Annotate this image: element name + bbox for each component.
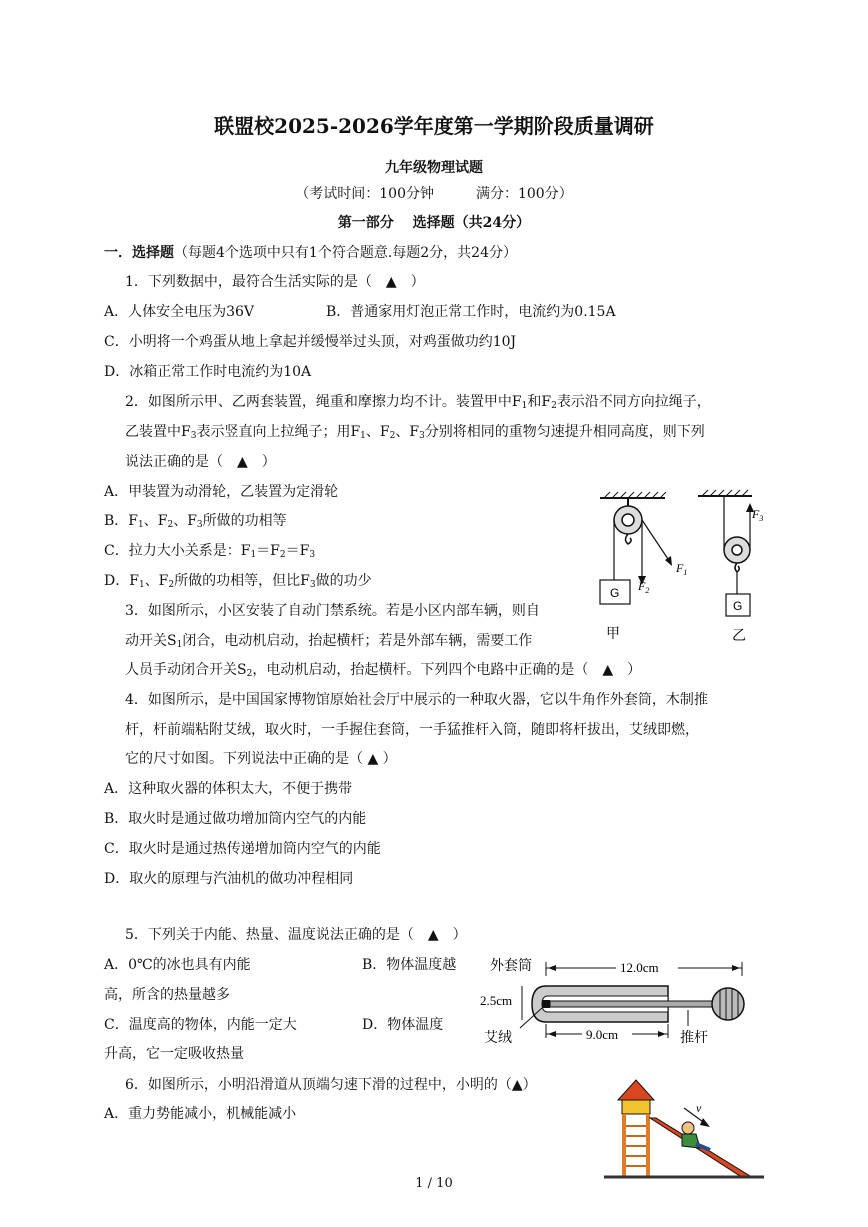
q2-l2-e: 分别将相同的重物匀速提升相同高度，则下列 [424,424,705,440]
push-rod [550,1001,720,1007]
q2-l1-a: 2．如图所示甲、乙两套装置，绳重和摩擦力均不计。装置甲中F [125,394,522,410]
q2-option-b [104,511,287,531]
q4-option-a: A．这种取火器的体积太大，不便于携带 [104,781,353,797]
label-9cm: 9.0cm [586,1027,619,1042]
q3-l2-a: 动开关S [125,633,177,649]
subject-title: 九年级物理试题 [385,160,483,176]
label-2-5cm: 2.5cm [480,993,513,1008]
q2-d-b: 、F [144,573,169,589]
q2-option-d [104,571,372,591]
q6-option-a: A．重力势能减小，机械能减小 [104,1106,297,1122]
q1-option-d: D．冰箱正常工作时电流约为10A [104,364,312,380]
slide-post-right [646,1114,650,1176]
q2-c-s3: 3 [309,550,316,560]
dim-12cm-arrow-right [732,965,740,971]
label-outer-tube: 外套筒 [490,958,532,974]
q2-l2-sub1: 1 [360,431,366,441]
jia-rope-f1 [642,520,670,562]
q1-option-c: C．小明将一个鸡蛋从地上拿起并缓慢举过头顶，对鸡蛋做功约10J [104,334,517,350]
page-title: 联盟校2025-2026学年度第一学期阶段质量调研 [214,114,654,138]
label-jia: 甲 [606,627,620,642]
q2-l2-b: 表示竖直向上拉绳子；用F [196,424,361,440]
q2-l1-sub1: 1 [521,401,528,411]
jia-arrow-f1 [665,556,672,566]
q2-l2-sub2: 2 [389,431,396,441]
exam-info: （考试时间：100分钟 满分：100分） [295,186,573,202]
q2-d-s2: 2 [168,580,175,590]
q2-b-s3: 3 [196,520,203,530]
slide-ladder [626,1126,646,1166]
q3-l2-sub: 1 [176,640,183,650]
q2-l1-sub2: 2 [551,401,557,411]
dim-9cm-arrow-right [658,1031,666,1037]
q3-l3-a: 人员手动闭合开关S [125,662,247,678]
q5-option-d-line2: 升高，它一定吸收热量 [104,1046,244,1062]
jia-weight-label: G [610,586,620,600]
q2-d-c: 所做的功相等，但比F [174,573,310,589]
label-f1: $F_1$ [676,561,688,577]
q3-l3-b: ，电动机启动，抬起横杆。下列四个电路中正确的是（ ▲ ） [252,662,642,678]
q2-b-s2: 2 [167,520,174,530]
q4-stem-line1: 4．如图所示，是中国国家博物馆原始社会厅中展示的一种取火器，它以牛角作外套筒，木制推 [125,692,708,708]
q2-d-d: 做的功少 [315,573,372,589]
dim-12cm-arrow-left [548,965,556,971]
rod-knob [712,988,744,1020]
q2-l1-b: 和F [527,394,552,410]
q2-l2-d: 、F [395,424,420,440]
q4-stem-line2: 杆，杆前端粘附艾绒，取火时，一手握住套筒，一手猛推杆入筒，随即将杆拔出，艾绒即燃， [125,722,699,738]
page-number: 1 / 10 [415,1176,453,1191]
q2-b-s1: 1 [138,520,144,530]
q2-stem-line2 [125,422,705,442]
q2-l1-c: 表示沿不同方向拉绳子， [556,394,711,410]
q1-option-a: A．人体安全电压为36V [104,304,255,320]
q2-l2-sub3b: 3 [419,431,425,441]
q4-option-b: B．取火时是通过做功增加筒内空气的内能 [104,811,367,827]
q2-d-s3: 3 [309,580,316,590]
q4-option-d: D．取火的原理与汽油机的做功冲程相同 [104,871,354,887]
q2-l2-a: 乙装置中F [125,424,191,440]
q3-stem-line1: 3．如图所示，小区安装了自动门禁系统。若是小区内部车辆，则自 [125,603,540,619]
q2-d-s1: 1 [138,580,145,590]
slide-post-left [622,1114,626,1176]
q2-option-a: A．甲装置为动滑轮，乙装置为定滑轮 [104,484,339,500]
q2-d-a: D．F [104,573,139,589]
jia-pulley-hub [622,514,634,526]
label-12cm: 12.0cm [620,960,659,975]
slide-tower-top [622,1100,650,1114]
q2-b-b: 、F [143,513,168,529]
q5-option-d-line1: D．物体温度 [362,1017,444,1033]
q6-stem: 6．如图所示，小明沿滑道从顶端匀速下滑的过程中，小明的（▲） [125,1077,537,1093]
q2-b-a: B．F [104,513,139,529]
q2-option-c [104,541,315,561]
q1-stem: 1．下列数据中，最符合生活实际的是（ ▲ ） [125,274,425,290]
yi-pulley-hub [732,545,742,555]
fire-starter-figure [476,950,756,1050]
q2-c-s1: 1 [250,550,257,560]
section-label: 一．选择题 [104,245,174,261]
q5-option-b-line1: B．物体温度越 [362,957,457,973]
q5-stem: 5．下列关于内能、热量、温度说法正确的是（ ▲ ） [125,927,467,943]
q3-stem-line3 [125,660,641,680]
label-v: v [696,1101,702,1115]
q5-option-a: A．0℃的冰也具有内能 [104,957,251,973]
q2-c-a: C．拉力大小关系是：F [104,543,251,559]
pulley-figure [590,488,770,648]
q2-l2-c: 、F [365,424,390,440]
q2-l2-sub3: 3 [190,431,197,441]
yi-hook [735,563,739,572]
q2-c-c: ＝F [285,543,310,559]
q3-l3-sub: 2 [246,669,253,679]
q4-stem-line3: 它的尺寸如图。下列说法中正确的是（ ▲ ） [125,751,397,767]
q5-option-c: C．温度高的物体，内能一定大 [104,1017,297,1033]
child-head [682,1122,694,1134]
q2-b-c: 、F [173,513,197,529]
q4-option-c: C．取火时是通过热传递增加筒内空气的内能 [104,841,381,857]
label-rod: 推杆 [680,1030,708,1046]
label-f3: $F_3$ [752,507,764,523]
label-tinder: 艾绒 [484,1030,512,1046]
yi-weight-label: G [733,599,743,613]
q3-l2-b: 闭合，电动机启动，抬起横杆；若是外部车辆，需要工作 [182,633,533,649]
label-f2: $F_2$ [638,579,650,595]
dim-9cm-arrow-left [548,1031,556,1037]
part-heading: 第一部分 选择题（共24分） [337,215,531,231]
q2-stem-line1 [125,392,711,412]
velocity-arrowhead [700,1118,710,1127]
q2-c-b: ＝F [256,543,280,559]
label-yi: 乙 [732,629,746,644]
q1-option-b: B．普通家用灯泡正常工作时，电流约为0.15A [326,304,616,320]
q2-c-s2: 2 [279,550,286,560]
slide-roof [618,1080,654,1100]
tinder [542,1000,550,1008]
q3-stem-line2 [125,631,532,651]
jia-hook [626,534,632,544]
section-note: （每题4个选项中只有1个符合题意.每题2分，共24分） [174,245,517,261]
section-heading [104,243,517,263]
q5-option-b-line2: 高，所含的热量越多 [104,987,230,1003]
q2-b-d: 所做的功相等 [202,513,287,529]
q2-stem-line3: 说法正确的是（ ▲ ） [125,454,276,470]
